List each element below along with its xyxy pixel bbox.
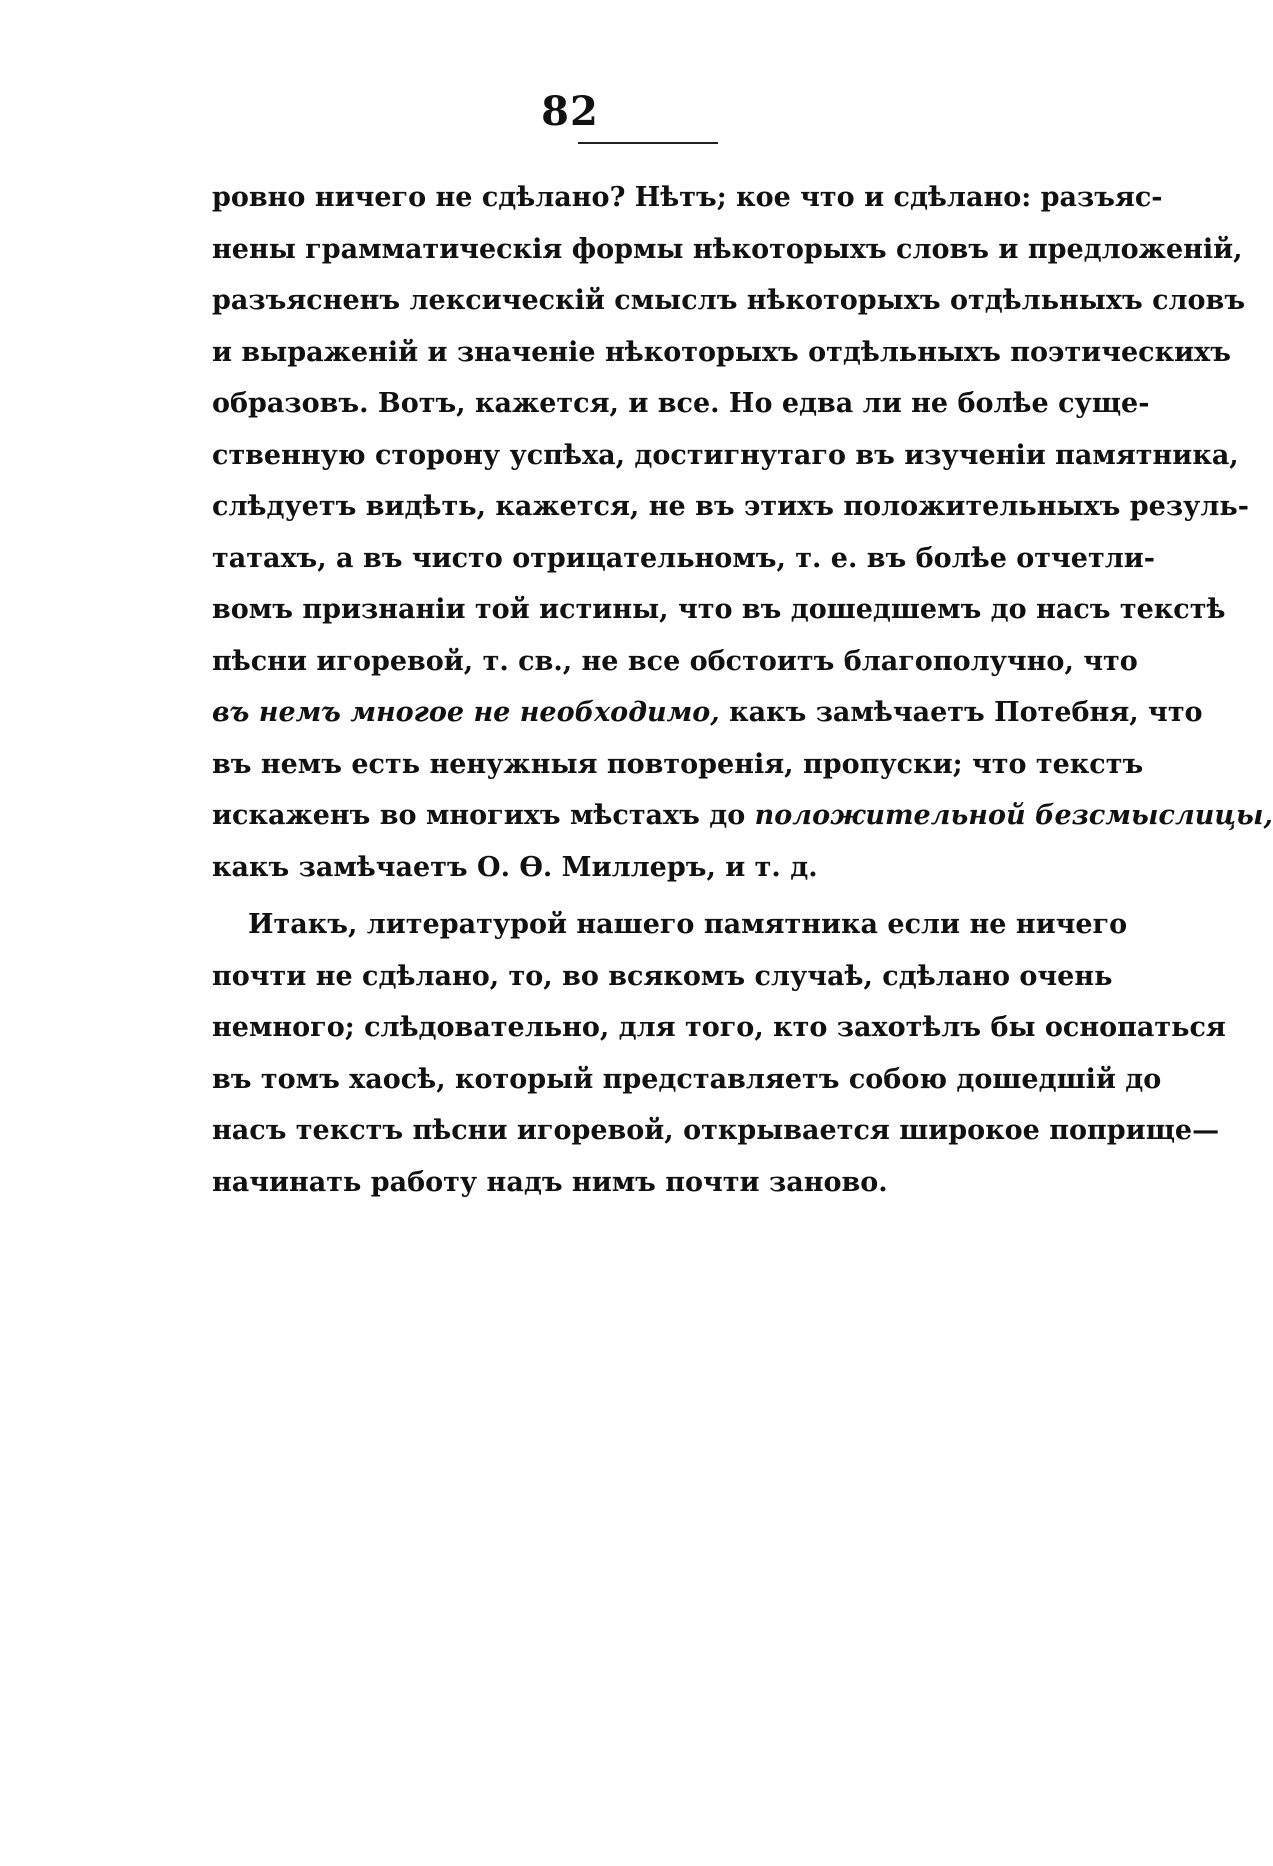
text-line: нены грамматическія формы нѣкоторыхъ словъ и предложеній, bbox=[212, 233, 1243, 265]
text-line: татахъ, а въ чисто отрицательномъ, т. е. въ болѣе отчетли- bbox=[212, 542, 1155, 574]
text-line: почти не сдѣлано, то, во всякомъ случаѣ, сдѣлано очень bbox=[212, 960, 1113, 992]
text-line: слѣдуетъ видѣть, кажется, не въ этихъ положительныхъ резуль- bbox=[212, 491, 1249, 522]
paragraph-2 bbox=[212, 899, 1226, 1208]
text-line: образовъ. Вотъ, кажется, и все. Но едва ли не болѣе суще- bbox=[212, 388, 1150, 419]
text-line: насъ текстъ пѣсни игоревой, открывается широкое поприще— bbox=[212, 1115, 1220, 1146]
text-line: и выраженій и значеніе нѣкоторыхъ отдѣльныхъ поэтическихъ bbox=[212, 336, 1231, 368]
paragraph-1 bbox=[212, 172, 1273, 893]
text-line: пѣсни игоревой, т. св., не все обстоитъ благополучно, что bbox=[212, 645, 1138, 677]
text-line: немного; слѣдовательно, для того, кто захотѣлъ бы оснопаться bbox=[212, 1012, 1226, 1043]
text-line: въ немъ есть ненужныя повторенія, пропуски; что текстъ bbox=[212, 748, 1144, 780]
italic-quote: въ немъ многое не необходимо, bbox=[212, 697, 720, 728]
text-line: ственную сторону успѣха, достигнутаго въ изученіи памятника, bbox=[212, 439, 1239, 471]
text-line: Итакъ, литературой нашего памятника если не ничего bbox=[248, 909, 1128, 940]
text-span: какъ замѣчаетъ Потебня, что bbox=[719, 697, 1203, 728]
body-text bbox=[212, 172, 1273, 1208]
text-span: искаженъ во многихъ мѣстахъ до bbox=[212, 800, 755, 831]
page-number: 82 bbox=[541, 88, 599, 135]
text-line: въ томъ хаосѣ, который представляетъ собою дошедшій до bbox=[212, 1063, 1162, 1095]
text-line: разъясненъ лексическій смыслъ нѣкоторыхъ отдѣльныхъ словъ bbox=[212, 285, 1246, 316]
text-line: начинать работу надъ нимъ почти заново. bbox=[212, 1166, 888, 1198]
text-line bbox=[212, 687, 1203, 739]
text-line: какъ замѣчаетъ О. Ѳ. Миллеръ, и т. д. bbox=[212, 851, 818, 883]
text-line: ровно ничего не сдѣлано? Нѣтъ; кое что и сдѣлано: разъяс- bbox=[212, 182, 1163, 213]
text-line: вомъ признаніи той истины, что въ дошедшемъ до насъ текстѣ bbox=[212, 594, 1226, 625]
text-line bbox=[212, 790, 1273, 842]
page-number-rule bbox=[578, 142, 718, 144]
italic-quote: положительной безсмыслицы, bbox=[754, 800, 1273, 831]
